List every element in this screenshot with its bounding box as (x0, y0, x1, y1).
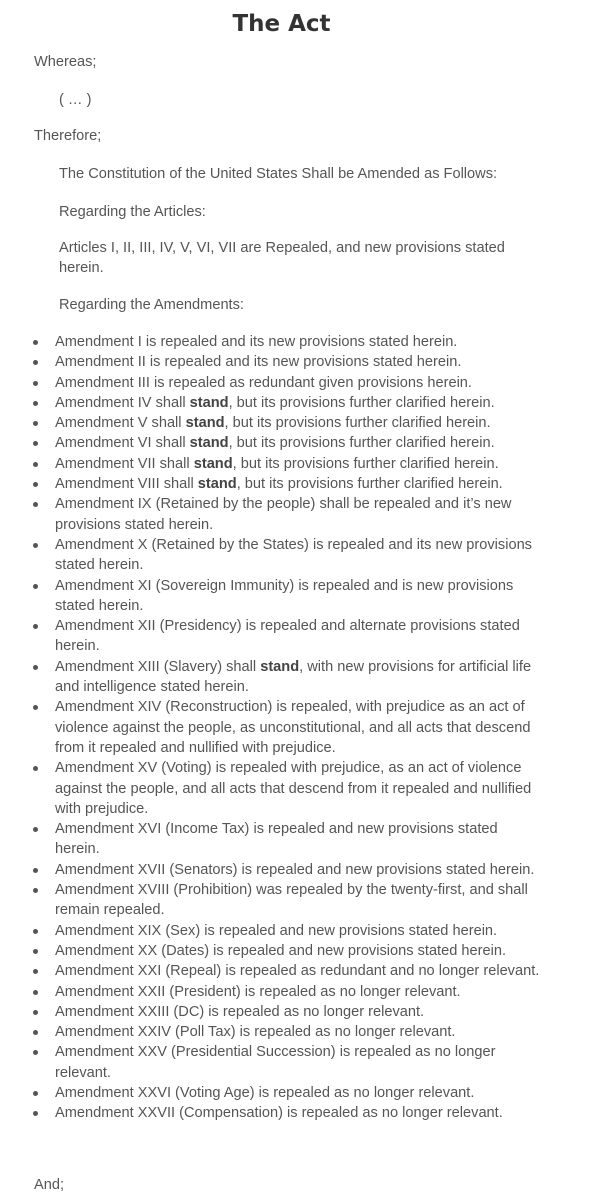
amendment-text: Amendment XXIII (DC) is repealed as no longer relevant. (55, 1003, 425, 1020)
amendment-text: , with new provisions for artificial life and intelligence stated herein. (55, 658, 532, 696)
amendment-text: Amendment IX (Retained by the people) shall be repealed and it’s new provisions stated herein. (55, 496, 512, 533)
amendment-emphasis: stand (260, 658, 300, 675)
list-item (0, 454, 540, 474)
amendment-text: Amendment V shall (55, 415, 186, 432)
amendment-text: Amendment XVIII (Prohibition) was repealed by the twenty-first, and shall remain repealed. (55, 882, 528, 919)
amendment-text: Amendment I is repealed and its new provisions stated herein. (55, 334, 458, 350)
amendment-text: Amendment XXVII (Compensation) is repealed as no longer relevant. (55, 1105, 503, 1122)
amendment-emphasis: stand (193, 455, 233, 472)
amendment-text: Amendment IV shall (55, 394, 190, 411)
list-item (0, 494, 540, 535)
amendment-text: Amendment XIV (Reconstruction) is repealed, with prejudice as an act of violence against the people, as unconstitutional, and all acts that descend from it repealed and nullified with prejudice. (55, 699, 531, 756)
constitution-amended-paragraph: The Constitution of the United States Shall be Amended as Follows: (59, 166, 498, 182)
amendment-text: Amendment XIII (Slavery) shall (55, 658, 261, 675)
amendments-list (0, 332, 560, 1124)
list-item (0, 413, 540, 433)
amendment-text: Amendment XX (Dates) is repealed and new provisions stated herein. (55, 942, 507, 959)
list-item (0, 373, 540, 393)
list-item (0, 860, 540, 880)
amendment-text: , but its provisions further clarified herein. (236, 476, 503, 493)
amendment-emphasis: stand (189, 435, 229, 452)
therefore-label: Therefore; (34, 128, 102, 144)
list-item (0, 941, 540, 961)
list-item (0, 657, 540, 698)
amendment-text: Amendment XVI (Income Tax) is repealed and new provisions stated herein. (55, 821, 498, 858)
list-item (0, 332, 540, 352)
amendment-text: Amendment XXII (President) is repealed as no longer relevant. (55, 983, 461, 1000)
amendment-text: Amendment XXV (Presidential Succession) is repealed as no longer relevant. (55, 1044, 496, 1081)
amendment-text: , but its provisions further clarified herein. (228, 394, 495, 411)
amendment-text: Amendment III is repealed as redundant given provisions herein. (55, 374, 472, 391)
articles-repealed-paragraph: Articles I, II, III, IV, V, VI, VII are Repealed, and new provisions stated herein. (59, 240, 505, 277)
list-item (0, 880, 540, 921)
list-item (0, 576, 540, 617)
list-item (0, 1083, 540, 1103)
amendment-text: Amendment X (Retained by the States) is repealed and its new provisions stated herein. (55, 536, 532, 574)
regarding-articles-heading: Regarding the Articles: (59, 204, 206, 220)
amendment-text: Amendment VIII shall (55, 476, 198, 493)
amendment-text: Amendment XXVI (Voting Age) is repealed as no longer relevant. (55, 1084, 475, 1101)
list-item (0, 433, 540, 453)
amendment-text: Amendment XVII (Senators) is repealed and new provisions stated herein. (55, 861, 535, 878)
amendment-text: , but its provisions further clarified herein. (232, 455, 499, 472)
amendment-text: Amendment XII (Presidency) is repealed and alternate provisions stated herein. (55, 618, 520, 655)
list-item (0, 697, 540, 758)
list-item (0, 961, 540, 981)
regarding-amendments-heading: Regarding the Amendments: (59, 297, 244, 313)
amendment-text: Amendment VI shall (55, 435, 190, 452)
list-item (0, 1103, 540, 1123)
list-item (0, 1002, 540, 1022)
amendment-text: , but its provisions further clarified herein. (228, 435, 495, 452)
list-item (0, 982, 540, 1002)
amendment-text: , but its provisions further clarified herein. (224, 415, 491, 432)
amendment-text: Amendment XXI (Repeal) is repealed as redundant and no longer relevant. (55, 963, 540, 980)
list-item (0, 921, 540, 941)
list-item (0, 1022, 540, 1042)
ellipsis-text: ( … ) (59, 92, 92, 108)
and-label: And; (34, 1177, 65, 1193)
amendment-text: Amendment XI (Sovereign Immunity) is repealed and is new provisions stated herein. (55, 577, 514, 614)
amendment-emphasis: stand (189, 394, 229, 411)
amendment-text: Amendment VII shall (55, 455, 194, 472)
amendment-text: Amendment XXIV (Poll Tax) is repealed as no longer relevant. (55, 1024, 456, 1041)
page-title: The Act (232, 11, 331, 37)
amendment-text: Amendment XV (Voting) is repealed with prejudice, as an act of violence against the people, and all acts that descend from it repealed and nullified with prejudice. (55, 760, 532, 817)
whereas-label: Whereas; (34, 54, 97, 70)
list-item (0, 474, 540, 494)
list-item (0, 393, 540, 413)
list-item (0, 1042, 540, 1083)
list-item (0, 758, 540, 819)
list-item (0, 616, 540, 657)
amendment-text: Amendment II is repealed and its new provisions stated herein. (55, 354, 462, 371)
list-item (0, 819, 540, 860)
amendment-emphasis: stand (197, 476, 237, 493)
list-item (0, 352, 540, 372)
amendment-emphasis: stand (185, 415, 225, 432)
list-item (0, 535, 540, 576)
amendment-text: Amendment XIX (Sex) is repealed and new provisions stated herein. (55, 922, 498, 939)
